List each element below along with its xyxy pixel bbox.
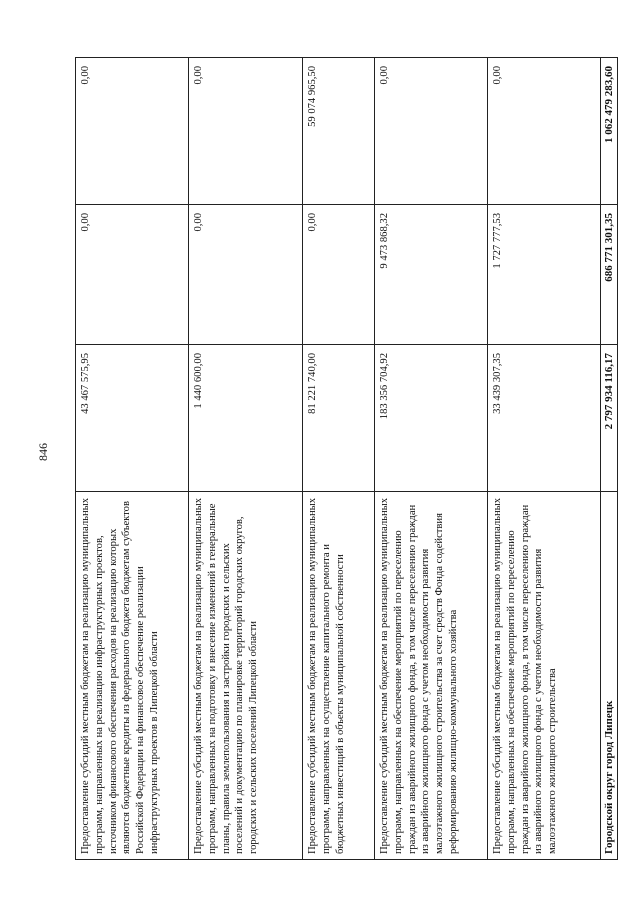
page-number: 846	[36, 443, 50, 461]
row-value-2: 0,00	[76, 205, 189, 345]
row-value-2: 0,00	[189, 205, 303, 345]
row-value-2: 0,00	[303, 205, 375, 345]
table-row	[488, 58, 601, 860]
row-value-1: 81 221 740,00	[303, 345, 375, 492]
row-description: Предоставление субсидий местным бюджетам на реализацию муниципальных программ, направленных на подготовку и внесение изменений в генеральные планы, правила землепользования и застройки городских и сельских поселений и документацию по планировке территорий городских округов, городских и сельских поселений Липецкой области	[189, 492, 303, 860]
row-value-3: 0,00	[488, 58, 601, 205]
row-value-1: 183 356 704,92	[375, 345, 488, 492]
total-row	[601, 58, 618, 860]
row-value-2: 9 473 868,32	[375, 205, 488, 345]
row-value-3: 59 074 965,50	[303, 58, 375, 205]
row-value-3: 0,00	[189, 58, 303, 205]
row-value-1: 43 467 575,95	[76, 345, 189, 492]
row-value-1: 1 440 600,00	[189, 345, 303, 492]
document-page	[75, 58, 615, 860]
subsidy-table	[75, 57, 618, 860]
table-row	[189, 58, 303, 860]
row-description: Предоставление субсидий местным бюджетам на реализацию муниципальных программ, направленных на осуществление капитального ремонта и бюджетных инвестиций в объекты муниципальной собственности	[303, 492, 375, 860]
total-value-1: 2 797 934 116,17	[601, 345, 618, 492]
total-label: Городской округ город Липецк	[601, 492, 618, 860]
rotated-table-container	[75, 58, 615, 860]
total-value-3: 1 062 479 283,60	[601, 58, 618, 205]
row-value-3: 0,00	[375, 58, 488, 205]
table-row	[303, 58, 375, 860]
row-value-2: 1 727 777,53	[488, 205, 601, 345]
table-row	[375, 58, 488, 860]
row-description: Предоставление субсидий местным бюджетам на реализацию муниципальных программ, направленных на обеспечение мероприятий по переселению граждан из аварийного жилищного фонда, в том числе переселению граждан из аварийного жилищного фонда с учетом необходимости развития малоэтажного жилищного строительства за счет средств Фонда содействия реформированию жилищно-коммунального хозяйства	[375, 492, 488, 860]
row-description: Предоставление субсидий местным бюджетам на реализацию муниципальных программ, направленных на реализацию инфраструктурных проектов, источником финансового обеспечения расходов на реализацию которых являются бюджетные кредиты из федерального бюджета бюджетам субъектов Российской Федерации на финансовое обеспечение реализации инфраструктурных проектов в Липецкой области	[76, 492, 189, 860]
total-value-2: 686 771 301,35	[601, 205, 618, 345]
row-value-1: 33 439 307,35	[488, 345, 601, 492]
row-description: Предоставление субсидий местным бюджетам на реализацию муниципальных программ, направленных на обеспечение мероприятий по переселению граждан из аварийного жилищного фонда, в том числе переселению граждан из аварийного жилищного фонда с учетом необходимости развития малоэтажного жилищного строительства	[488, 492, 601, 860]
row-value-3: 0,00	[76, 58, 189, 205]
table-row	[76, 58, 189, 860]
